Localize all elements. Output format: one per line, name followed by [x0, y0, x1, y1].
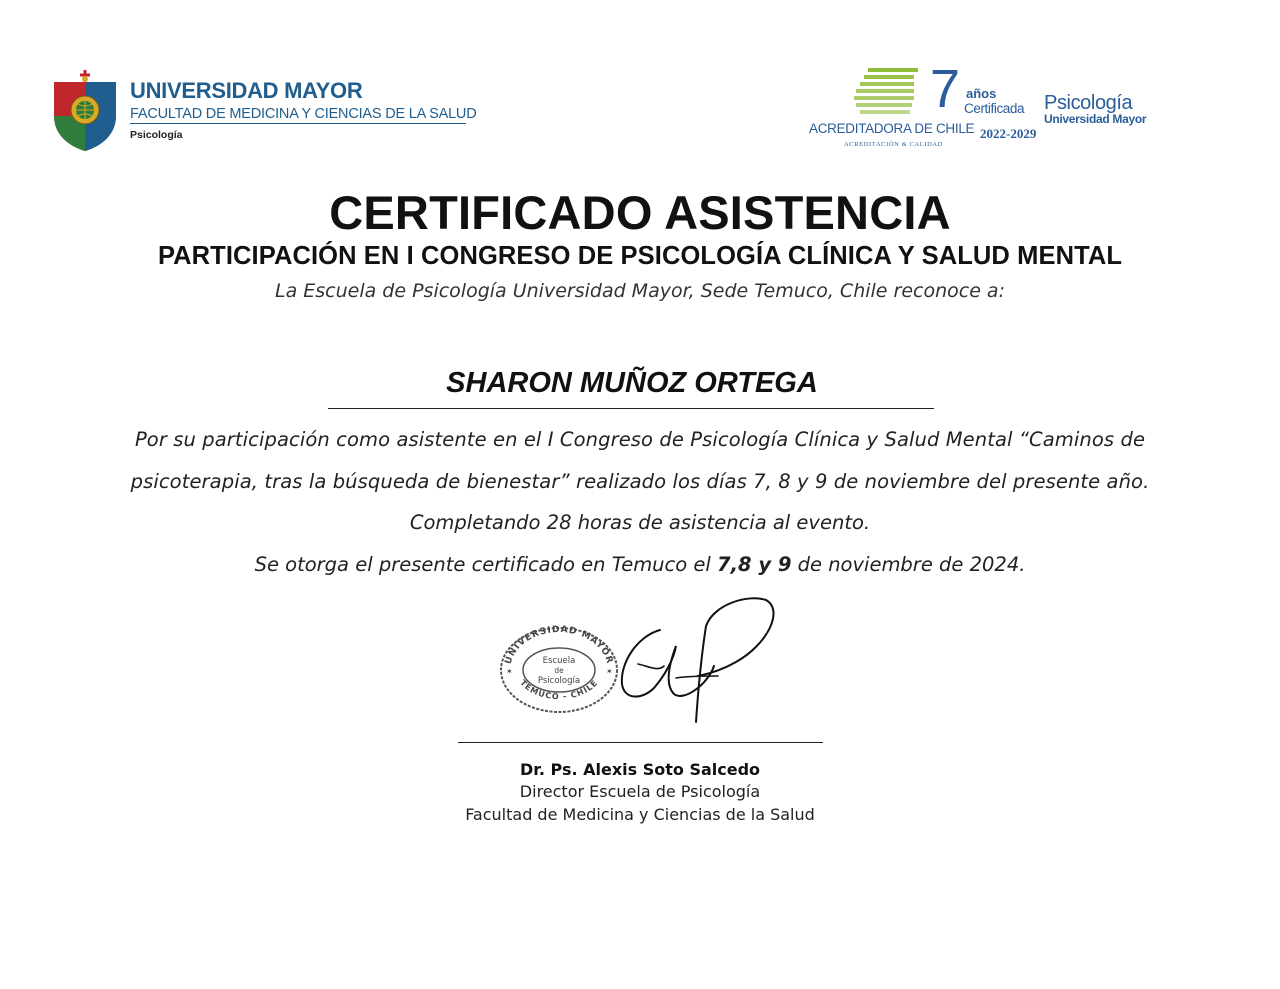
accreditation-program: Psicología — [1044, 92, 1133, 114]
issued-suffix: de noviembre de 2024. — [791, 553, 1026, 576]
university-department: Psicología — [130, 129, 183, 141]
signer-faculty: Facultad de Medicina y Ciencias de la Salud — [465, 805, 815, 824]
accreditation-agency: ACREDITADORA DE CHILE — [809, 121, 975, 136]
accreditation-years-word: años — [966, 86, 997, 101]
certificate-title: CERTIFICADO ASISTENCIA — [329, 186, 951, 239]
accreditation-certified: Certificada — [964, 101, 1025, 116]
university-faculty: FACULTAD DE MEDICINA Y CIENCIAS DE LA SALUD — [130, 106, 477, 122]
certificate-intro: La Escuela de Psicología Universidad Mayor, Sede Temuco, Chile reconoce a: — [275, 280, 1005, 302]
svg-text:✶: ✶ — [506, 667, 513, 676]
accreditation-stripes-icon — [854, 68, 918, 118]
recipient-underline — [328, 408, 934, 409]
accreditation-years-number: 7 — [930, 59, 961, 119]
certificate-body-line-2: psicoterapia, tras la búsqueda de bienestar” realizado los días 7, 8 y 9 de noviembre del presente año. — [130, 470, 1150, 493]
signer-name: Dr. Ps. Alexis Soto Salcedo — [519, 760, 761, 779]
recipient-name: SHARON MUÑOZ ORTEGA — [446, 367, 818, 399]
university-logo — [52, 70, 492, 152]
university-shield-icon — [52, 70, 118, 152]
certificate-subtitle: PARTICIPACIÓN EN I CONGRESO DE PSICOLOGÍA CLÍNICA Y SALUD MENTAL — [157, 242, 1123, 270]
university-name: UNIVERSIDAD MAYOR — [130, 78, 363, 103]
handwritten-signature-icon — [618, 592, 780, 728]
signature-line — [458, 742, 823, 743]
accreditation-agency-sub: ACREDITACIÓN & CALIDAD — [844, 141, 943, 148]
stamp-bottom-text: TEMUCO - CHILE — [518, 678, 600, 702]
certificate-body-line-3: Completando 28 horas de asistencia al evento. — [409, 511, 871, 534]
svg-text:✶: ✶ — [606, 667, 613, 676]
stamp-top-text: UNIVERSIDAD MAYOR — [503, 624, 615, 666]
certificate-issued-line — [0, 553, 1280, 576]
stamp-center-line-3: Psicología — [537, 676, 581, 686]
issued-days: 7,8 y 9 — [717, 553, 792, 576]
accreditation-period: 2022-2029 — [980, 126, 1037, 141]
logo-divider — [130, 123, 466, 124]
school-stamp-icon — [496, 622, 622, 714]
stamp-center-line-1: Escuela — [542, 656, 576, 666]
accreditation-program-sub: Universidad Mayor — [1044, 112, 1147, 126]
certificate-body-line-1: Por su participación como asistente en el I Congreso de Psicología Clínica y Salud Mental “Caminos de — [134, 428, 1146, 451]
issued-prefix: Se otorga el presente certificado en Temuco el — [254, 553, 718, 576]
stamp-center-line-2: de — [554, 666, 564, 675]
signer-role: Director Escuela de Psicología — [519, 782, 761, 801]
accreditation-logo — [806, 59, 1166, 152]
